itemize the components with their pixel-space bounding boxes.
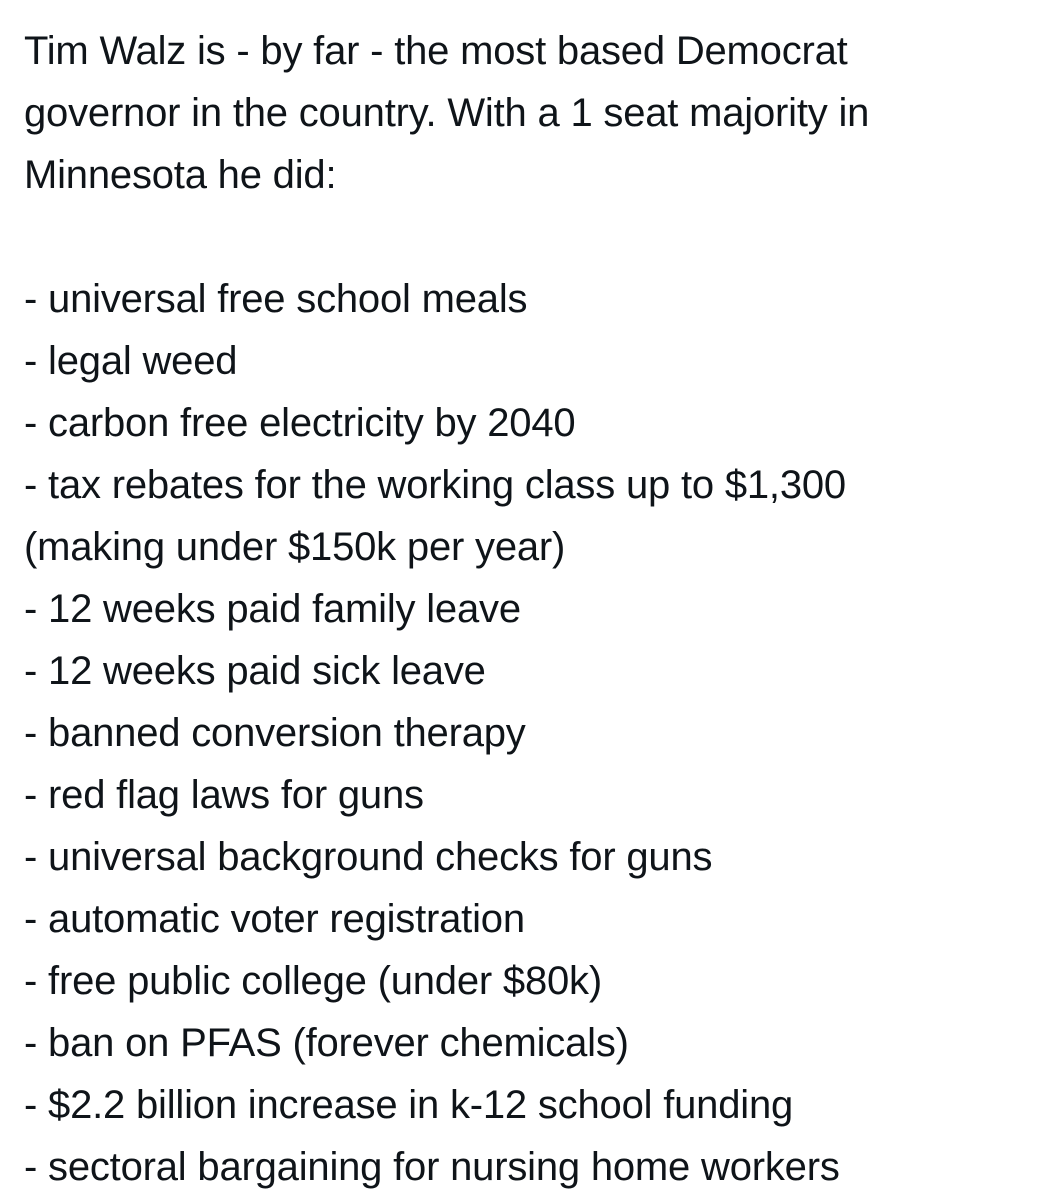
list-item: - free public college (under $80k) bbox=[24, 959, 602, 1003]
list-item: - banned conversion therapy bbox=[24, 711, 526, 755]
list-item: - tax rebates for the working class up to $1,300 bbox=[24, 463, 846, 507]
list-item: - universal background checks for guns bbox=[24, 835, 713, 879]
intro-line: Minnesota he did: bbox=[24, 153, 337, 197]
list-item: - carbon free electricity by 2040 bbox=[24, 401, 576, 445]
list-item: - ban on PFAS (forever chemicals) bbox=[24, 1021, 629, 1065]
post-text bbox=[24, 20, 1020, 1198]
list-item: - $2.2 billion increase in k-12 school funding bbox=[24, 1083, 794, 1127]
list-item: - 12 weeks paid sick leave bbox=[24, 649, 486, 693]
accomplishments-list bbox=[24, 268, 1020, 1198]
list-item: - automatic voter registration bbox=[24, 897, 525, 941]
list-item: - legal weed bbox=[24, 339, 238, 383]
list-item: - 12 weeks paid family leave bbox=[24, 587, 521, 631]
blank-line bbox=[24, 206, 1020, 268]
list-item-continuation: (making under $150k per year) bbox=[24, 525, 566, 569]
list-item: - sectoral bargaining for nursing home workers bbox=[24, 1145, 840, 1189]
intro-line: Tim Walz is - by far - the most based Democrat bbox=[24, 29, 848, 73]
list-item: - red flag laws for guns bbox=[24, 773, 424, 817]
intro-line: governor in the country. With a 1 seat majority in bbox=[24, 91, 870, 135]
list-item: - universal free school meals bbox=[24, 277, 528, 321]
